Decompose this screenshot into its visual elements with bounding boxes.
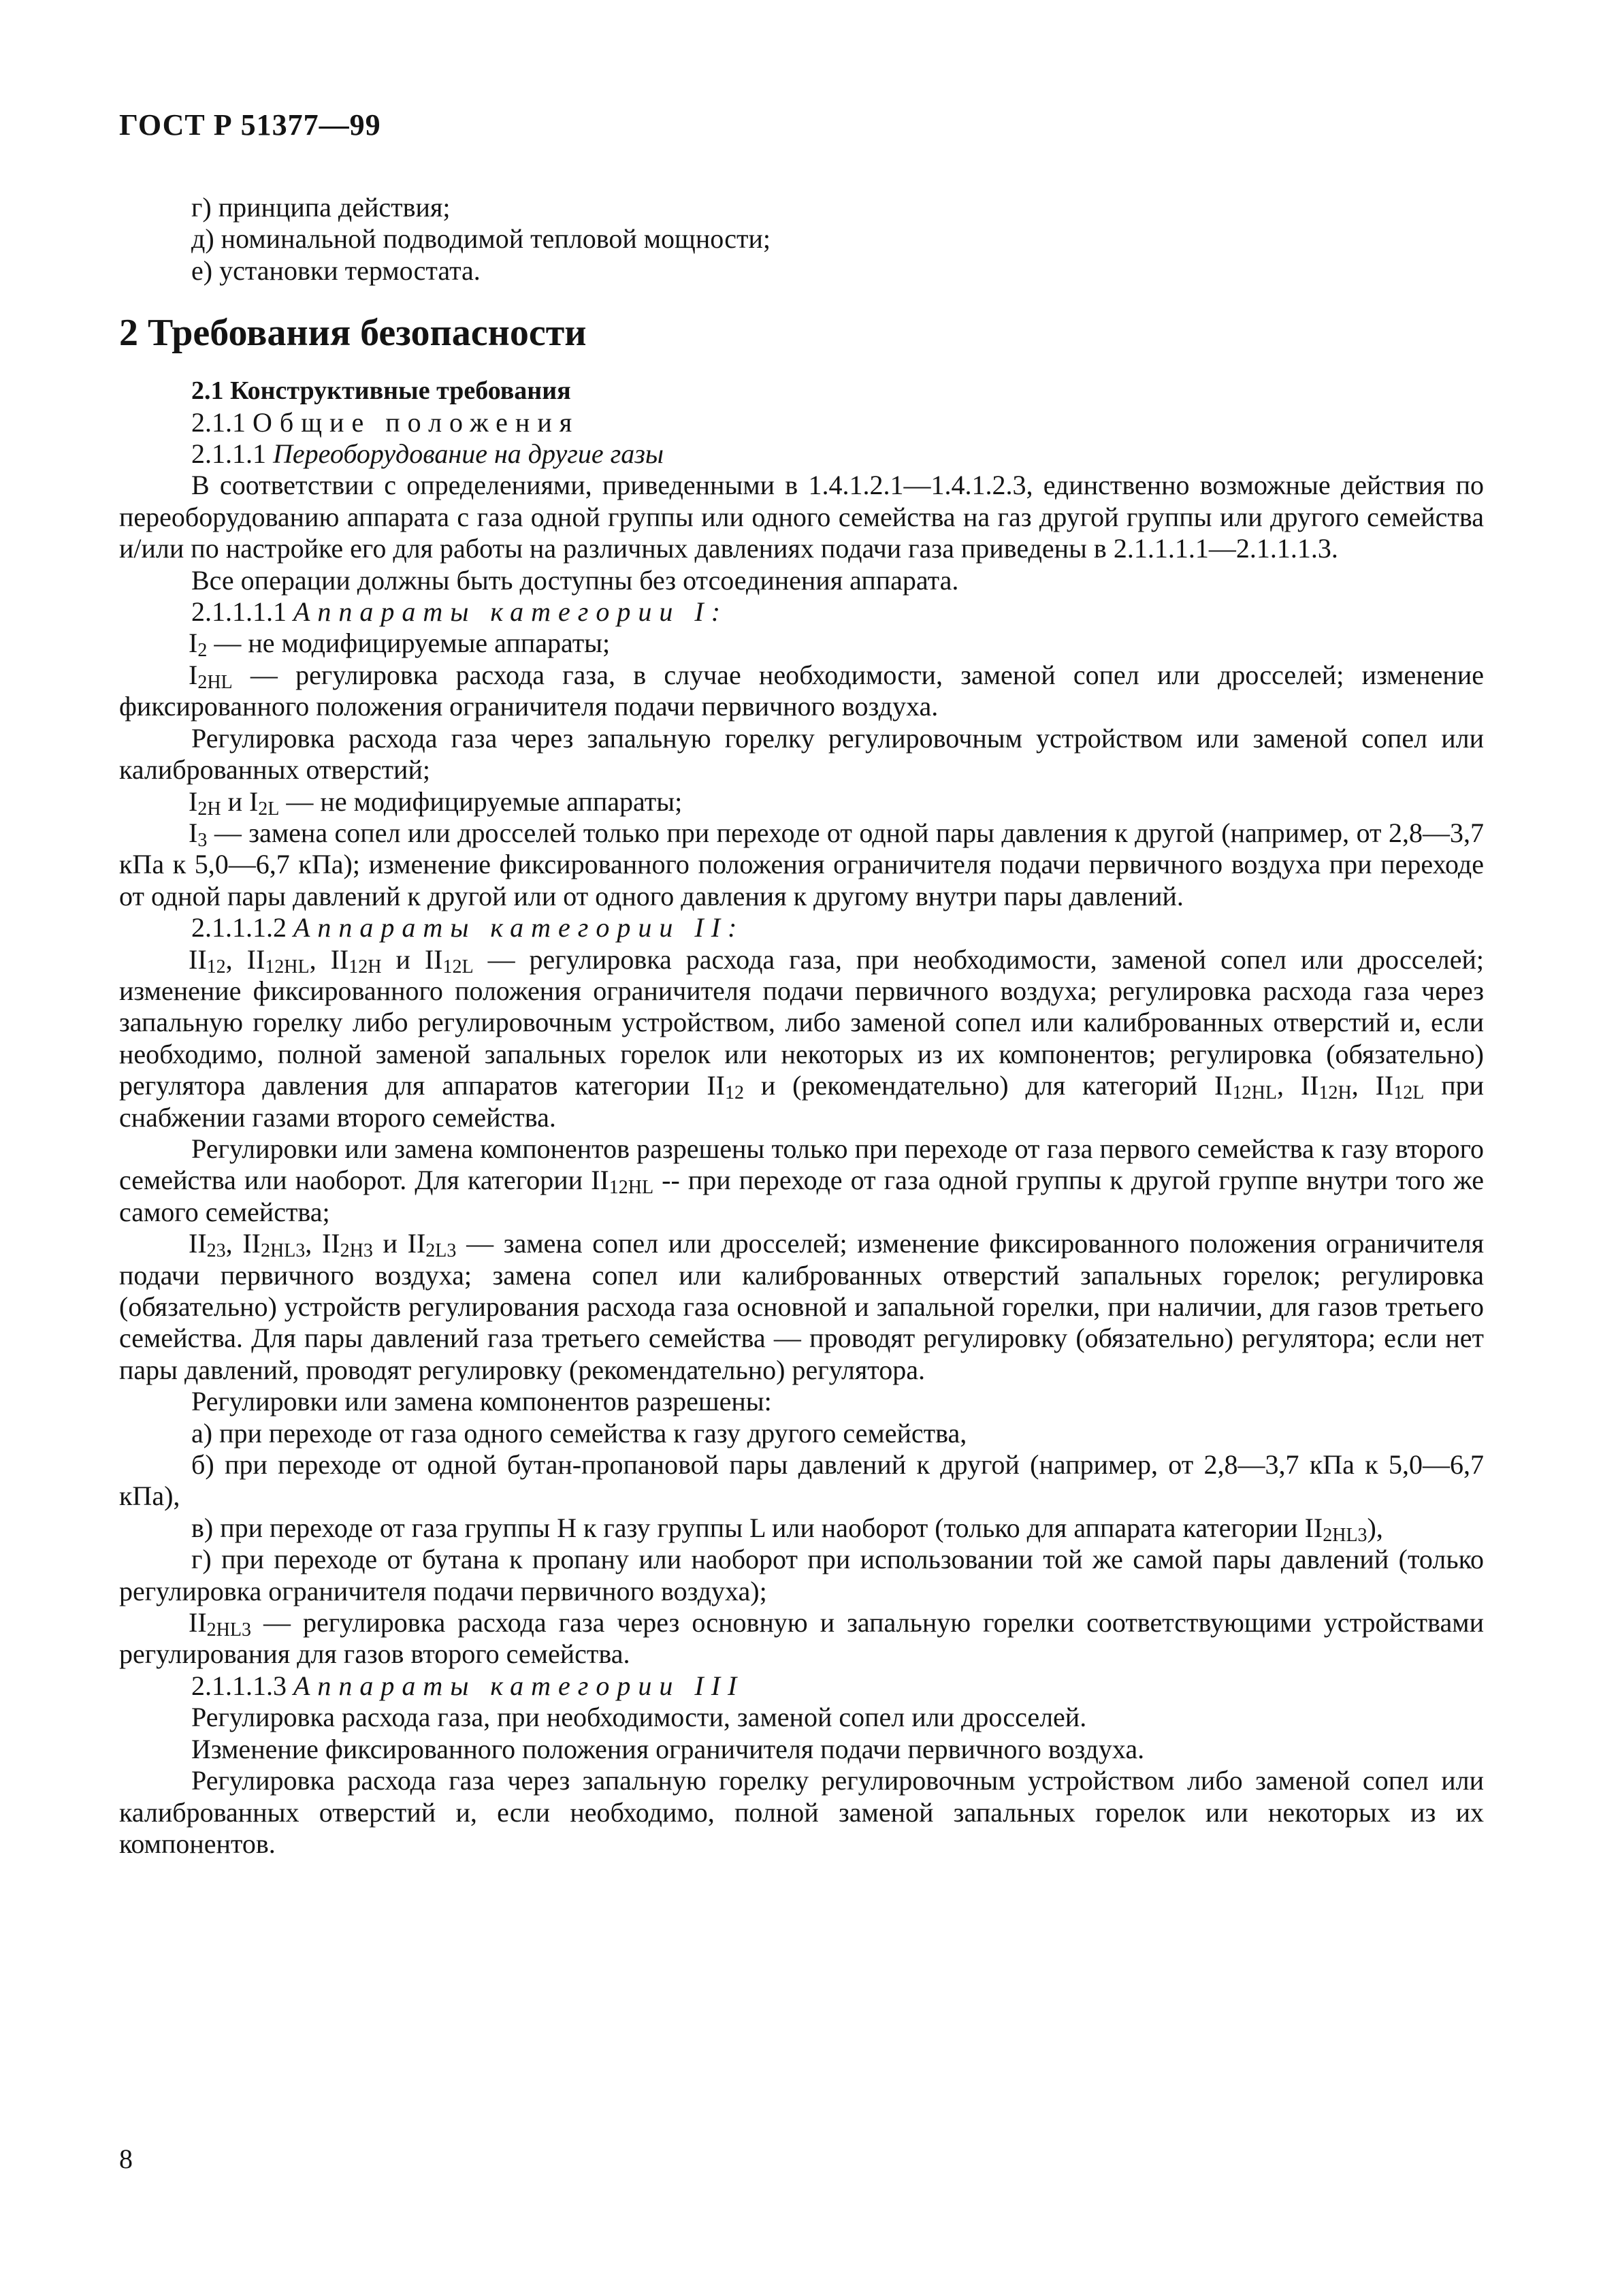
cat2-paragraph-2: Регулировки или замена компонентов разрешены только при переходе от газа первого семейства к газу второго семейства или наоборот. Для категории $II_{12HL}$ -- при переходе от газа одной группы к другой группе внутри того же самого семейства; (119, 1133, 1484, 1227)
cat2-list-c: в) при переходе от газа группы Н к газу группы L или наоборот (только для аппарата категории $II_{2HL3}$), (191, 1512, 1383, 1546)
cat2-paragraph-5: $II_{2HL3}$ — регулировка расхода газа через основную и запальную горелки соответствующими устройствами регулирования для газов второго семейства. (119, 1607, 1484, 1670)
document-header: ГОСТ Р 51377—99 (119, 108, 381, 142)
subsection-title: 2.1 Конструктивные требования (191, 376, 571, 406)
clause-2-1-1: 2.1.1 Общие положения (191, 406, 580, 438)
cat1-i2h-i2l: $I_{2H}$ и $I_{2L}$ — не модифицируемые аппараты; (189, 786, 683, 820)
page-number: 8 (119, 2144, 133, 2174)
cat2-paragraph-4: Регулировки или замена компонентов разрешены: (191, 1386, 772, 1417)
clause-cat-3: 2.1.1.1.3 Аппараты категории III (191, 1670, 745, 1701)
cat2-paragraph-1: $II_{12}$, $II_{12HL}$, $II_{12H}$ и $II_{12L}$ — регулировка расхода газа, при необходимости, заменой сопел или дросселей; изменение фиксированного положения ограничителя подачи первичного воздуха; регулировка расхода газа через запальную горелку либо регулировочным устройством, либо заменой сопел или калиброванных отверстий и, если необходимо, полной заменой запальных горелок или некоторых из их компонентов; регулировка (обязательно) регулятора давления для аппаратов категории $II_{12}$ и (рекомендательно) для категорий $II_{12HL}$, $II_{12H}$, $II_{12L}$ при снабжении газами второго семейства. (119, 943, 1485, 1133)
list-item-d: д) номинальной подводимой тепловой мощности; (191, 223, 771, 255)
clause-cat-1: 2.1.1.1.1 Аппараты категории I: (191, 596, 728, 628)
cat2-list-b: б) при переходе от одной бутан-пропановой пары давлений к другой (например, от 2,8—3,7 кПа к 5,0—6,7 кПа), (119, 1449, 1484, 1512)
cat3-paragraph-3: Регулировка расхода газа через запальную горелку регулировочным устройством либо заменой сопел или калиброванных отверстий и, если необходимо, полной заменой запальных горелок или некоторых из их компонентов. (119, 1765, 1484, 1859)
paragraph-operations: Все операции должны быть доступны без отсоединения аппарата. (191, 564, 959, 596)
paragraph-intro: В соответствии с определениями, приведенными в 1.4.1.2.1—1.4.1.2.3, единственно возможные действия по переоборудованию аппарата с газа одной группы или одного семейства на газ другой группы или другого семейства и/или по настройке его для работы на различных давлениях подачи газа приведены в 2.1.1.1.1—2.1.1.1.3. (119, 470, 1484, 564)
cat3-paragraph-1: Регулировка расхода газа, при необходимости, заменой сопел или дросселей. (191, 1702, 1087, 1733)
cat2-list-d: г) при переходе от бутана к пропану или наоборот при использовании той же самой пары давлений (только регулировка ограничителя подачи первичного воздуха); (119, 1544, 1484, 1606)
section-title: 2 Требования безопасности (119, 312, 587, 355)
clause-2-1-1-1: 2.1.1.1 Переоборудование на другие газы (191, 438, 664, 470)
clause-cat-2: 2.1.1.1.2 Аппараты категории II: (191, 912, 745, 943)
cat1-i2hl: $I_{2HL}$ — регулировка расхода газа, в случае необходимости, заменой сопел или дросселей; изменение фиксированного положения ограничителя подачи первичного воздуха. (119, 659, 1484, 722)
list-item-g: г) принципа действия; (191, 192, 451, 223)
cat1-i2: $I_2$ — не модифицируемые аппараты; (189, 628, 611, 662)
cat3-paragraph-2: Изменение фиксированного положения ограничителя подачи первичного воздуха. (191, 1733, 1145, 1764)
document-body (119, 192, 1484, 1860)
list-item-e: е) установки термостата. (191, 255, 481, 286)
cat2-list-a: а) при переходе от газа одного семейства к газу другого семейства, (191, 1417, 967, 1449)
cat1-pilot: Регулировка расхода газа через запальную горелку регулировочным устройством или заменой сопел или калиброванных отверстий; (119, 722, 1484, 786)
cat2-paragraph-3: $II_{23}$, $II_{2HL3}$, $II_{2H3}$ и $II_{2L3}$ — замена сопел или дросселей; изменение фиксированного положения ограничителя подачи первичного воздуха; замена сопел или калиброванных отверстий запальных горелок; регулировка (обязательно) устройств регулирования расхода газа основной и запальной горелки, при наличии, для газов третьего семейства. Для пары давлений газа третьего семейства — проводят регулировку (обязательно) регулятора; если нет пары давлений, проводят регулировку (рекомендательно) регулятора. (119, 1228, 1485, 1385)
cat1-i3: $I_3$ — замена сопел или дросселей только при переходе от одной пары давления к другой (например, от 2,8—3,7 кПа к 5,0—6,7 кПа); изменение фиксированного положения ограничителя подачи первичного воздуха при переходе от одной пары давлений к другой или от одного давления к другому внутри пары давлений. (119, 817, 1485, 911)
